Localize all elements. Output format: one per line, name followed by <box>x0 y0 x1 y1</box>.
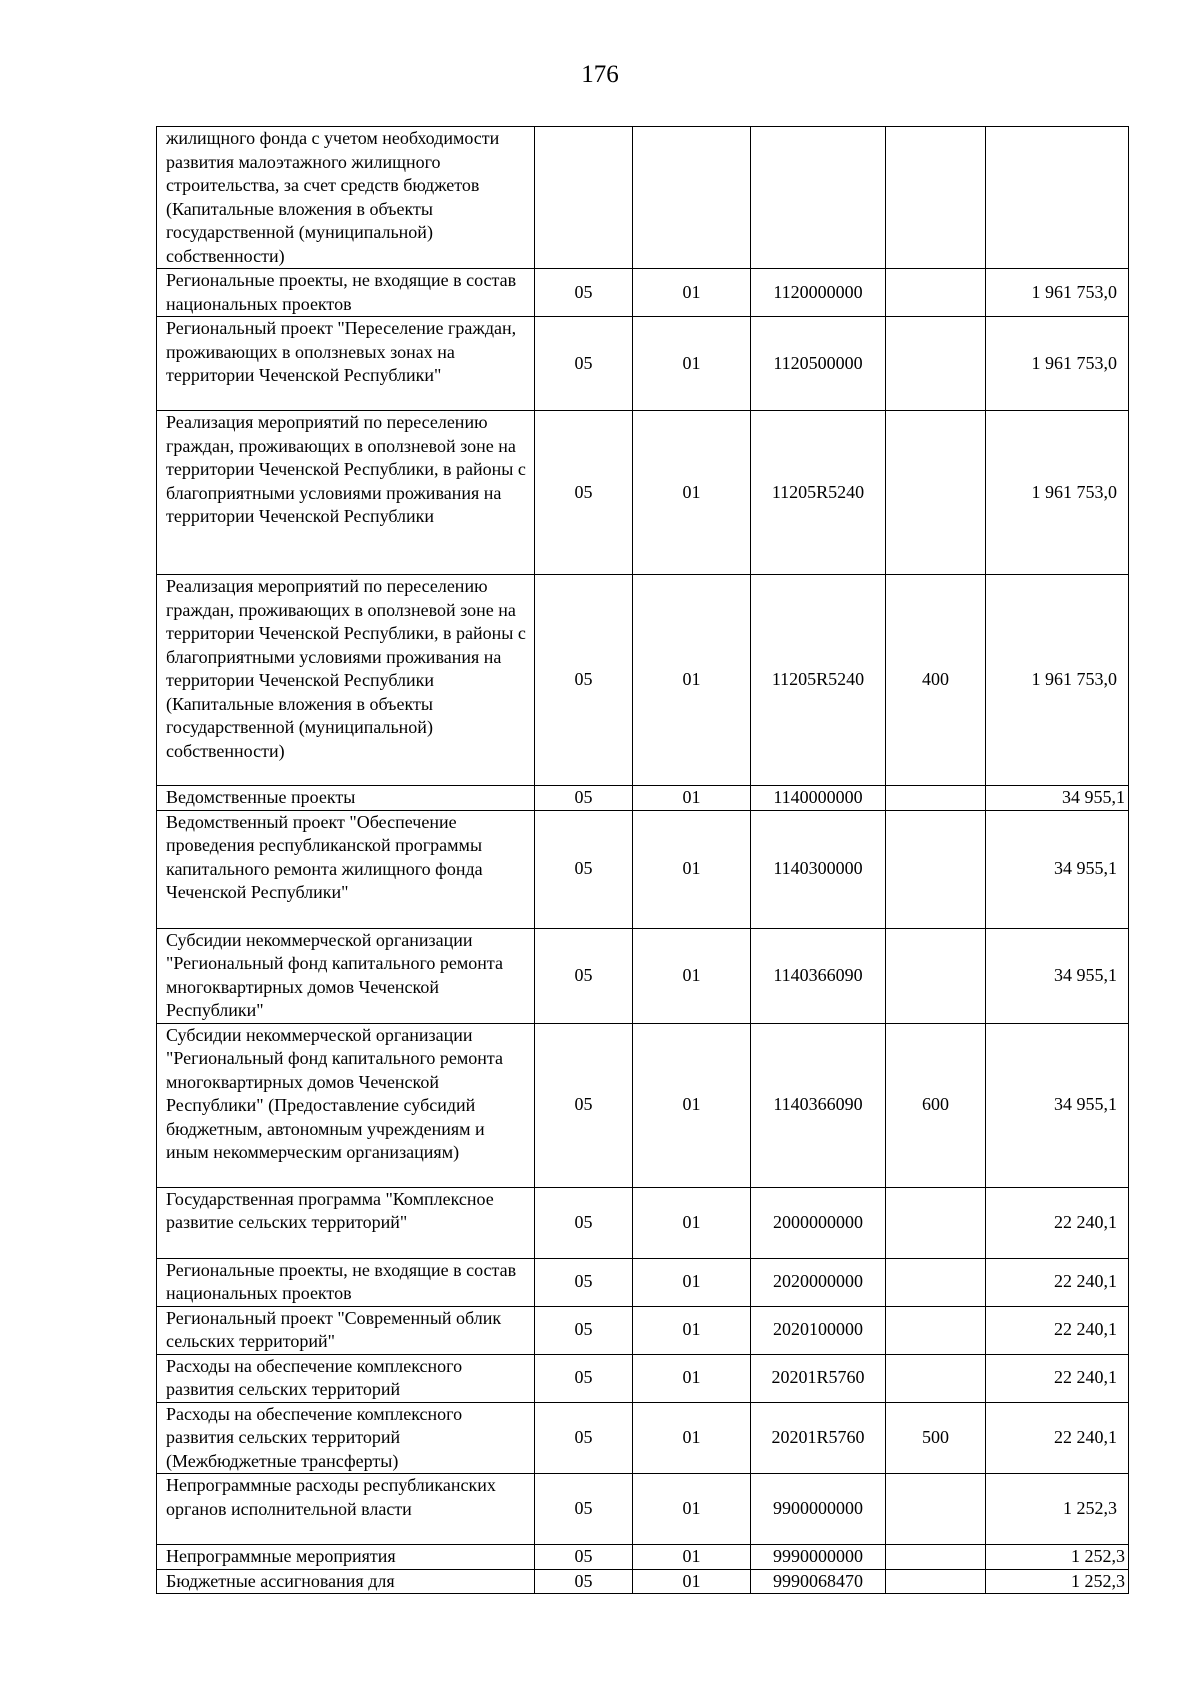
expense-type-cell <box>886 1545 986 1570</box>
section-code-cell: 05 <box>535 317 633 411</box>
amount-cell: 22 240,1 <box>986 1258 1129 1306</box>
section-code-cell <box>535 127 633 269</box>
section-code-cell: 05 <box>535 1545 633 1570</box>
section-code-cell: 05 <box>535 1187 633 1258</box>
subsection-code-cell: 01 <box>633 1306 751 1354</box>
subsection-code-cell: 01 <box>633 786 751 811</box>
expense-type-cell <box>886 786 986 811</box>
table-row <box>157 1474 1129 1545</box>
amount-cell: 1 961 753,0 <box>986 411 1129 575</box>
section-code-cell: 05 <box>535 1023 633 1187</box>
amount-cell: 1 252,3 <box>986 1545 1129 1570</box>
amount-cell: 34 955,1 <box>986 786 1129 811</box>
section-code-cell: 05 <box>535 575 633 786</box>
amount-cell: 34 955,1 <box>986 928 1129 1023</box>
expense-type-cell: 600 <box>886 1023 986 1187</box>
item-name-cell: Субсидии некоммерческой организации "Региональный фонд капитального ремонта многоквартирных домов Чеченской Республики" (Предоставление субсидий бюджетным, автономным учреждениям и иным некоммерческим организациям) <box>157 1023 535 1187</box>
subsection-code-cell: 01 <box>633 810 751 928</box>
table-row <box>157 1258 1129 1306</box>
item-name-cell: Расходы на обеспечение комплексного развития сельских территорий <box>157 1354 535 1402</box>
amount-cell: 1 252,3 <box>986 1474 1129 1545</box>
amount-cell: 34 955,1 <box>986 1023 1129 1187</box>
subsection-code-cell: 01 <box>633 1023 751 1187</box>
table-row <box>157 127 1129 269</box>
table-row <box>157 1569 1129 1594</box>
amount-cell: 1 961 753,0 <box>986 575 1129 786</box>
section-code-cell: 05 <box>535 411 633 575</box>
section-code-cell: 05 <box>535 1306 633 1354</box>
subsection-code-cell: 01 <box>633 928 751 1023</box>
target-article-cell: 1140300000 <box>751 810 886 928</box>
table-row <box>157 786 1129 811</box>
section-code-cell: 05 <box>535 928 633 1023</box>
expense-type-cell <box>886 1569 986 1594</box>
table-row <box>157 317 1129 411</box>
subsection-code-cell: 01 <box>633 575 751 786</box>
target-article-cell: 11205R5240 <box>751 575 886 786</box>
item-name-cell: Реализация мероприятий по переселению граждан, проживающих в оползневой зоне на территории Чеченской Республики, в районы с благоприятными условиями проживания на территории Чеченской Республики (Капитальные вложения в объекты государственной (муниципальной) собственности) <box>157 575 535 786</box>
section-code-cell: 05 <box>535 1258 633 1306</box>
subsection-code-cell: 01 <box>633 317 751 411</box>
subsection-code-cell: 01 <box>633 411 751 575</box>
subsection-code-cell: 01 <box>633 1187 751 1258</box>
subsection-code-cell: 01 <box>633 269 751 317</box>
target-article-cell: 20201R5760 <box>751 1402 886 1474</box>
subsection-code-cell: 01 <box>633 1258 751 1306</box>
expense-type-cell <box>886 317 986 411</box>
expense-type-cell <box>886 1306 986 1354</box>
item-name-cell: Региональный проект "Переселение граждан, проживающих в оползневых зонах на территории Чеченской Республики" <box>157 317 535 411</box>
table-row <box>157 411 1129 575</box>
section-code-cell: 05 <box>535 1474 633 1545</box>
subsection-code-cell: 01 <box>633 1569 751 1594</box>
amount-cell: 34 955,1 <box>986 810 1129 928</box>
item-name-cell: Непрограммные расходы республиканских органов исполнительной власти <box>157 1474 535 1545</box>
table-row <box>157 1306 1129 1354</box>
item-name-cell: Региональный проект "Современный облик сельских территорий" <box>157 1306 535 1354</box>
target-article-cell: 1140366090 <box>751 1023 886 1187</box>
section-code-cell: 05 <box>535 786 633 811</box>
amount-cell: 1 961 753,0 <box>986 317 1129 411</box>
target-article-cell: 2000000000 <box>751 1187 886 1258</box>
expense-type-cell <box>886 928 986 1023</box>
expense-type-cell <box>886 269 986 317</box>
amount-cell <box>986 127 1129 269</box>
expense-type-cell: 500 <box>886 1402 986 1474</box>
target-article-cell: 2020000000 <box>751 1258 886 1306</box>
table-row <box>157 1023 1129 1187</box>
amount-cell: 22 240,1 <box>986 1187 1129 1258</box>
expense-type-cell <box>886 1354 986 1402</box>
item-name-cell: Региональные проекты, не входящие в состав национальных проектов <box>157 269 535 317</box>
expense-type-cell <box>886 810 986 928</box>
budget-table <box>156 126 1129 1594</box>
amount-cell: 1 252,3 <box>986 1569 1129 1594</box>
amount-cell: 22 240,1 <box>986 1402 1129 1474</box>
expense-type-cell <box>886 1474 986 1545</box>
item-name-cell: Ведомственный проект "Обеспечение проведения республиканской программы капитального ремонта жилищного фонда Чеченской Республики" <box>157 810 535 928</box>
expense-type-cell <box>886 411 986 575</box>
target-article-cell: 9990000000 <box>751 1545 886 1570</box>
section-code-cell: 05 <box>535 1569 633 1594</box>
target-article-cell: 9990068470 <box>751 1569 886 1594</box>
expense-type-cell <box>886 1187 986 1258</box>
item-name-cell: Ведомственные проекты <box>157 786 535 811</box>
target-article-cell: 9900000000 <box>751 1474 886 1545</box>
target-article-cell <box>751 127 886 269</box>
table-row <box>157 1354 1129 1402</box>
subsection-code-cell: 01 <box>633 1474 751 1545</box>
section-code-cell: 05 <box>535 810 633 928</box>
table-row <box>157 1187 1129 1258</box>
item-name-cell: жилищного фонда с учетом необходимости развития малоэтажного жилищного строительства, за счет средств бюджетов (Капитальные вложения в объекты государственной (муниципальной) собственности) <box>157 127 535 269</box>
subsection-code-cell: 01 <box>633 1545 751 1570</box>
target-article-cell: 11205R5240 <box>751 411 886 575</box>
expense-type-cell: 400 <box>886 575 986 786</box>
page-number: 176 <box>581 61 619 88</box>
item-name-cell: Субсидии некоммерческой организации "Региональный фонд капитального ремонта многоквартирных домов Чеченской Республики" <box>157 928 535 1023</box>
item-name-cell: Непрограммные мероприятия <box>157 1545 535 1570</box>
table-row <box>157 1402 1129 1474</box>
target-article-cell: 1120500000 <box>751 317 886 411</box>
table-row <box>157 269 1129 317</box>
section-code-cell: 05 <box>535 1354 633 1402</box>
item-name-cell: Региональные проекты, не входящие в состав национальных проектов <box>157 1258 535 1306</box>
item-name-cell: Расходы на обеспечение комплексного развития сельских территорий (Межбюджетные трансферты) <box>157 1402 535 1474</box>
subsection-code-cell: 01 <box>633 1354 751 1402</box>
target-article-cell: 20201R5760 <box>751 1354 886 1402</box>
amount-cell: 22 240,1 <box>986 1306 1129 1354</box>
section-code-cell: 05 <box>535 1402 633 1474</box>
table-row <box>157 575 1129 786</box>
target-article-cell: 1140000000 <box>751 786 886 811</box>
target-article-cell: 2020100000 <box>751 1306 886 1354</box>
subsection-code-cell <box>633 127 751 269</box>
table-row <box>157 928 1129 1023</box>
item-name-cell: Государственная программа "Комплексное развитие сельских территорий" <box>157 1187 535 1258</box>
table-row <box>157 810 1129 928</box>
table-row <box>157 1545 1129 1570</box>
amount-cell: 22 240,1 <box>986 1354 1129 1402</box>
expense-type-cell <box>886 1258 986 1306</box>
target-article-cell: 1140366090 <box>751 928 886 1023</box>
subsection-code-cell: 01 <box>633 1402 751 1474</box>
section-code-cell: 05 <box>535 269 633 317</box>
amount-cell: 1 961 753,0 <box>986 269 1129 317</box>
item-name-cell: Бюджетные ассигнования для <box>157 1569 535 1594</box>
target-article-cell: 1120000000 <box>751 269 886 317</box>
expense-type-cell <box>886 127 986 269</box>
item-name-cell: Реализация мероприятий по переселению граждан, проживающих в оползневой зоне на территории Чеченской Республики, в районы с благоприятными условиями проживания на территории Чеченской Республики <box>157 411 535 575</box>
